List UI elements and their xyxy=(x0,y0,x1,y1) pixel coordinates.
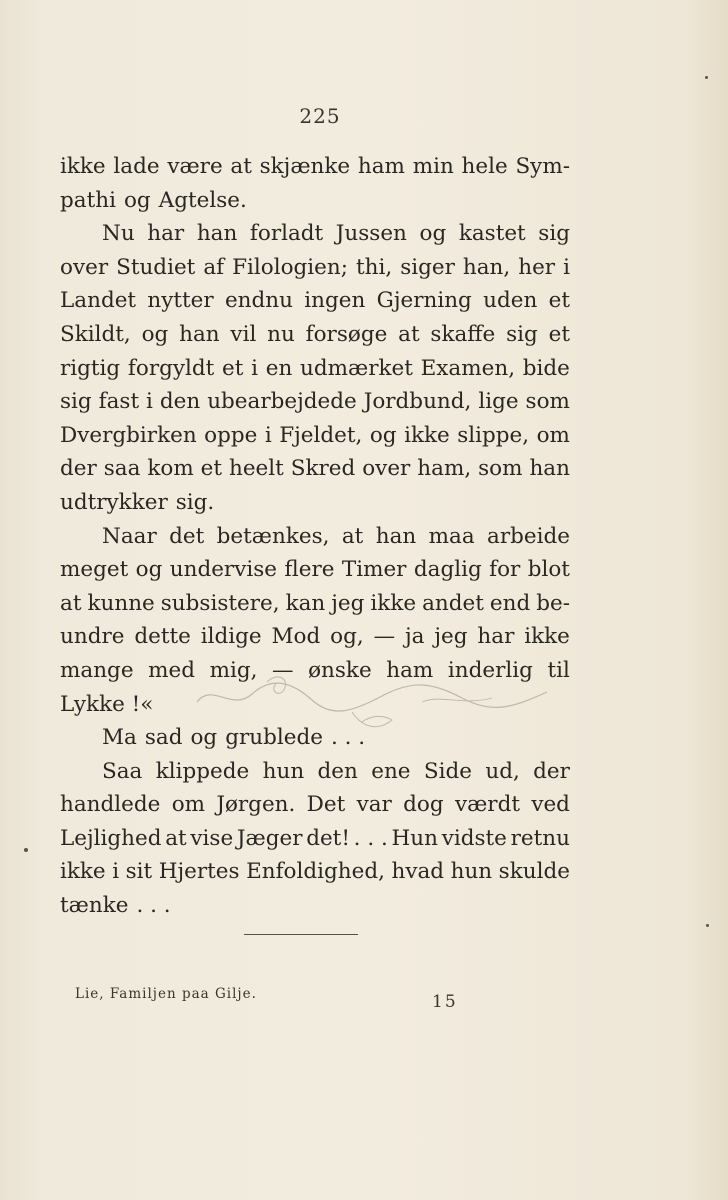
word: ønske xyxy=(308,657,372,683)
word: at xyxy=(341,523,364,549)
word: sig xyxy=(60,389,92,415)
word: forgyldt xyxy=(127,355,215,381)
footer-rule xyxy=(244,934,358,935)
word: min xyxy=(412,154,454,179)
word: og xyxy=(190,725,218,751)
text-line xyxy=(60,620,570,654)
word: Examen, xyxy=(420,355,516,381)
speck xyxy=(706,924,709,927)
text-line xyxy=(60,184,570,218)
word: handlede xyxy=(60,792,161,818)
word: var xyxy=(356,792,392,818)
word: saa xyxy=(103,456,141,482)
word: i xyxy=(264,422,272,448)
word: sig xyxy=(506,321,538,347)
word: sig. xyxy=(175,489,215,515)
speck xyxy=(24,848,28,852)
text-line xyxy=(60,352,570,386)
word: rigtig xyxy=(60,355,121,381)
word: dog xyxy=(403,792,444,818)
word: Jæger xyxy=(236,825,303,851)
word: Lykke !« xyxy=(60,691,154,717)
word: som xyxy=(478,456,523,482)
word: heelt xyxy=(228,456,284,482)
word: bide xyxy=(522,355,570,381)
word: sad xyxy=(144,725,183,751)
word: Agtelse. xyxy=(158,187,247,213)
word: ikke xyxy=(60,154,106,179)
sheet-number: 15 xyxy=(432,992,458,1012)
text-line xyxy=(60,150,570,184)
word: over xyxy=(60,254,109,280)
text-line xyxy=(60,318,570,352)
word: retnu xyxy=(510,825,570,851)
word: det! xyxy=(306,825,350,851)
word: vil xyxy=(230,321,257,347)
word: af xyxy=(203,254,225,280)
word: tænke xyxy=(60,893,129,919)
word: han, xyxy=(462,254,511,280)
word: sig xyxy=(538,221,570,247)
word: skulde xyxy=(498,859,570,885)
word: og xyxy=(135,557,163,583)
word: arbeide xyxy=(487,523,570,549)
word: Enfoldighed, xyxy=(246,859,385,885)
text-line xyxy=(60,788,570,822)
word: . . . xyxy=(136,893,171,919)
word: udmærket xyxy=(300,355,413,381)
word: ubearbejdede xyxy=(207,389,357,415)
word: ikke xyxy=(524,624,570,650)
word: og xyxy=(369,422,397,448)
word: Det xyxy=(306,792,346,818)
word: Jussen xyxy=(335,221,407,247)
word: inderlig xyxy=(447,657,533,683)
word: ham xyxy=(386,657,434,683)
word: for xyxy=(489,557,521,583)
word: Saa xyxy=(102,758,143,784)
word: Hjertes xyxy=(158,859,240,885)
word: vidste xyxy=(441,825,507,851)
word: kastet xyxy=(458,221,526,247)
faint-ornament-show-through xyxy=(192,672,552,742)
word: Naar xyxy=(102,523,157,549)
word: blot xyxy=(527,557,570,583)
word: om xyxy=(171,792,206,818)
word: fast xyxy=(98,389,140,415)
word: Jørgen. xyxy=(216,792,296,818)
text-line xyxy=(60,486,570,520)
text-line xyxy=(60,822,570,856)
word: grublede xyxy=(225,725,323,751)
word: og xyxy=(123,187,151,213)
word: har xyxy=(477,624,515,650)
word: jeg xyxy=(331,590,365,616)
word: han xyxy=(179,321,220,347)
word: det xyxy=(169,523,205,549)
text-line xyxy=(60,889,570,923)
word: andet xyxy=(422,590,484,616)
word: ikke xyxy=(60,859,106,885)
word: Fjeldet, xyxy=(279,422,363,448)
word: . . . xyxy=(353,825,388,851)
word: i xyxy=(112,859,120,885)
word: et xyxy=(200,456,223,482)
word: og, xyxy=(330,624,364,650)
word: Gjerning xyxy=(376,288,472,314)
word: han xyxy=(529,456,570,482)
word: den xyxy=(159,389,201,415)
text-line xyxy=(60,284,570,318)
word: i xyxy=(563,254,570,280)
word: at xyxy=(230,154,252,179)
word: hvad xyxy=(391,859,445,885)
word: undre xyxy=(60,624,125,650)
word: slippe, xyxy=(457,422,530,448)
word: en xyxy=(265,355,293,381)
word: værdt xyxy=(454,792,520,818)
word: hele xyxy=(461,154,508,179)
word: undervise xyxy=(169,557,277,583)
word: kunne xyxy=(87,590,155,616)
word: udtrykker xyxy=(60,489,168,515)
word: at xyxy=(60,590,82,616)
word: lade xyxy=(113,154,160,179)
word: ildige xyxy=(200,624,262,650)
word: vise xyxy=(190,825,234,851)
word: og xyxy=(419,221,447,247)
word: skjænke xyxy=(259,154,351,179)
word: — xyxy=(373,624,396,650)
text-line xyxy=(60,419,570,453)
word: pathi xyxy=(60,187,116,213)
word: ene xyxy=(371,758,411,784)
word: og xyxy=(141,321,169,347)
word: oppe xyxy=(204,422,258,448)
word: Ma xyxy=(102,725,137,751)
word: i xyxy=(251,355,258,381)
text-line xyxy=(60,251,570,285)
text-line xyxy=(60,217,570,251)
word: lige xyxy=(478,389,519,415)
word: maa xyxy=(428,523,475,549)
word: sit xyxy=(125,859,153,885)
text-line xyxy=(60,587,570,621)
word: han xyxy=(375,523,417,549)
word: Nu xyxy=(102,221,135,247)
word: . . . xyxy=(330,725,366,751)
word: har xyxy=(147,221,185,247)
word: med xyxy=(148,657,195,683)
text-line xyxy=(60,755,570,789)
word: be- xyxy=(536,590,570,616)
word: uden xyxy=(483,288,538,314)
word: nytter xyxy=(147,288,214,314)
body-text xyxy=(60,150,570,923)
word: ved xyxy=(531,792,570,818)
word: et xyxy=(222,355,244,381)
word: ham, xyxy=(417,456,472,482)
text-line xyxy=(60,520,570,554)
word: kan xyxy=(285,590,326,616)
word: Filologien; xyxy=(232,254,348,280)
word: Dvergbirken xyxy=(60,422,197,448)
word: Timer xyxy=(341,557,407,583)
word: Jordbund, xyxy=(363,389,472,415)
word: Lejlighed xyxy=(60,825,162,851)
word: forsøge xyxy=(305,321,388,347)
word: nu xyxy=(267,321,295,347)
word: hun xyxy=(262,758,305,784)
word: Hun xyxy=(391,825,438,851)
text-line xyxy=(60,385,570,419)
word: hun xyxy=(450,859,493,885)
word: Side xyxy=(423,758,472,784)
signature-mark: Lie, Familjen paa Gilje. xyxy=(75,986,257,1002)
word: ikke xyxy=(370,590,417,616)
text-line xyxy=(60,855,570,889)
word: et xyxy=(548,321,570,347)
word: meget xyxy=(60,557,129,583)
word: som xyxy=(525,389,570,415)
word: — xyxy=(272,657,294,683)
word: ja xyxy=(404,624,425,650)
word: han xyxy=(196,221,238,247)
word: den xyxy=(317,758,358,784)
word: skaffe xyxy=(430,321,496,347)
word: kom xyxy=(147,456,194,482)
word: et xyxy=(548,288,570,314)
word: der xyxy=(60,456,97,482)
word: der xyxy=(533,758,570,784)
word: ingen xyxy=(304,288,366,314)
text-line xyxy=(60,452,570,486)
word: her xyxy=(518,254,556,280)
word: flere xyxy=(284,557,335,583)
word: subsistere, xyxy=(160,590,280,616)
word: end xyxy=(489,590,531,616)
page-number: 225 xyxy=(299,104,341,128)
word: endnu xyxy=(224,288,293,314)
word: Landet xyxy=(60,288,137,314)
word: være xyxy=(167,154,223,179)
word: thi, xyxy=(355,254,393,280)
word: i xyxy=(146,389,153,415)
word: klippede xyxy=(155,758,250,784)
text-line xyxy=(60,553,570,587)
word: at xyxy=(398,321,420,347)
word: Mod xyxy=(271,624,321,650)
word: at xyxy=(165,825,187,851)
speck xyxy=(705,76,708,79)
word: daglig xyxy=(413,557,482,583)
word: siger xyxy=(400,254,455,280)
word: jeg xyxy=(434,624,468,650)
word: ud, xyxy=(485,758,520,784)
word: forladt xyxy=(249,221,324,247)
word: ham xyxy=(357,154,405,179)
word: ikke xyxy=(404,422,450,448)
word: over xyxy=(362,456,411,482)
word: til xyxy=(547,657,570,683)
word: om xyxy=(536,422,570,448)
word: dette xyxy=(134,624,191,650)
word: Sym- xyxy=(515,154,570,179)
word: Studiet xyxy=(116,254,196,280)
word: Skred xyxy=(290,456,356,482)
word: mange xyxy=(60,657,134,683)
word: Skildt, xyxy=(60,321,131,347)
word: betænkes, xyxy=(216,523,330,549)
word: mig, xyxy=(209,657,258,683)
